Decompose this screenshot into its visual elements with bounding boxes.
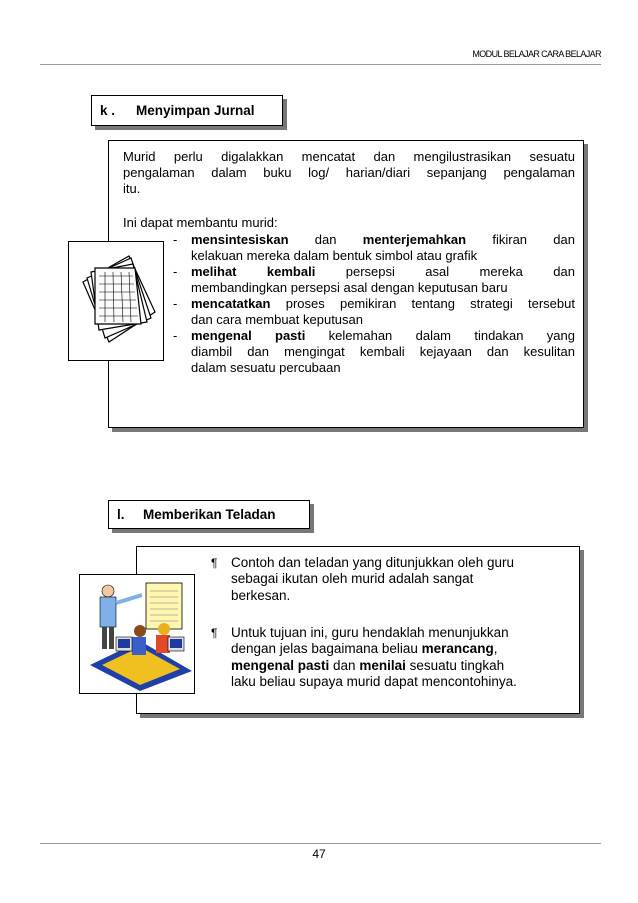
section-k-bullet-list [173, 232, 575, 376]
list-item [211, 625, 556, 690]
section-k-lead-in: Ini dapat membantu murid: [123, 215, 278, 230]
bold-term: menterjemahkan [362, 232, 467, 247]
bullet-line [191, 264, 575, 280]
bullet-line: diambil dan mengingat kembali kejayaan dan kesulitan [191, 344, 575, 359]
bullet-line [191, 328, 575, 344]
bullet-dash: - [173, 232, 178, 247]
section-k-intro [123, 149, 575, 197]
bold-term: mensintesiskan [191, 232, 289, 247]
point-line: berkesan. [231, 587, 291, 603]
text-run: dan [329, 657, 360, 673]
section-l-heading [108, 500, 310, 529]
journal-pages-icon [69, 242, 163, 360]
list-item [173, 328, 575, 376]
intro-line: Murid perlu digalakkan mencatat dan mengilustrasikan sesuatu [123, 149, 575, 164]
bullet-line: membandingkan persepsi asal dengan keputusan baru [191, 280, 508, 295]
text-run: dan [288, 232, 363, 247]
bullet-line: dan cara membuat keputusan [191, 312, 363, 327]
section-l-title: Memberikan Teladan [143, 507, 276, 522]
section-k-heading [91, 95, 283, 126]
section-k-label: k . [100, 103, 116, 118]
text-run: fikiran dan [466, 232, 575, 247]
list-item [173, 296, 575, 328]
pilcrow-bullet-icon: ¶ [211, 626, 218, 640]
running-header: MODUL BELAJAR CARA BELAJAR [472, 49, 601, 59]
text-run: , [493, 641, 498, 657]
text-run: proses pemikiran tentang strategi tersebut [270, 296, 575, 311]
point-line: laku beliau supaya murid dapat mencontohinya. [231, 673, 517, 689]
classroom-illustration [79, 574, 195, 694]
list-item [173, 232, 575, 264]
bullet-line: kelakuan mereka dalam bentuk simbol atau grafik [191, 248, 478, 263]
text-run: persepsi asal mereka dan [315, 264, 575, 279]
point-line: Untuk tujuan ini, guru hendaklah menunjukkan [231, 625, 509, 640]
list-item [211, 555, 556, 604]
intro-line: pengalaman dalam buku log/ harian/diari sepanjang pengalaman [123, 165, 575, 180]
intro-line: itu. [123, 181, 141, 196]
page-number: 47 [312, 847, 326, 861]
bullet-dash: - [173, 328, 178, 343]
pilcrow-bullet-icon: ¶ [211, 556, 218, 570]
text-run: dengan jelas bagaimana beliau [231, 641, 422, 657]
bullet-line [191, 296, 575, 312]
bold-term: menilai [359, 657, 406, 673]
bullet-dash: - [173, 296, 178, 311]
section-l-label: l. [117, 507, 125, 522]
bullet-dash: - [173, 264, 178, 279]
bullet-line [191, 232, 575, 248]
bold-term: melihat kembali [191, 264, 316, 279]
journal-illustration [68, 241, 164, 361]
footer-rule [40, 843, 601, 844]
bold-term: mengenal pasti [231, 657, 330, 673]
point-line: Contoh dan teladan yang ditunjukkan oleh guru [231, 555, 514, 570]
point-line [231, 641, 556, 657]
list-item [173, 264, 575, 296]
bullet-line: dalam sesuatu percubaan [191, 360, 341, 375]
text-run: sesuatu tingkah [405, 657, 505, 673]
teacher-students-icon [80, 575, 194, 693]
text-run: kelemahan dalam tindakan yang [305, 328, 576, 343]
point-line [231, 658, 556, 674]
bold-term: merancang [421, 641, 494, 657]
point-line: sebagai ikutan oleh murid adalah sangat [231, 571, 474, 587]
bold-term: mengenal pasti [191, 328, 306, 343]
header-rule [40, 64, 601, 65]
bold-term: mencatatkan [191, 296, 271, 311]
section-k-title: Menyimpan Jurnal [136, 103, 255, 118]
